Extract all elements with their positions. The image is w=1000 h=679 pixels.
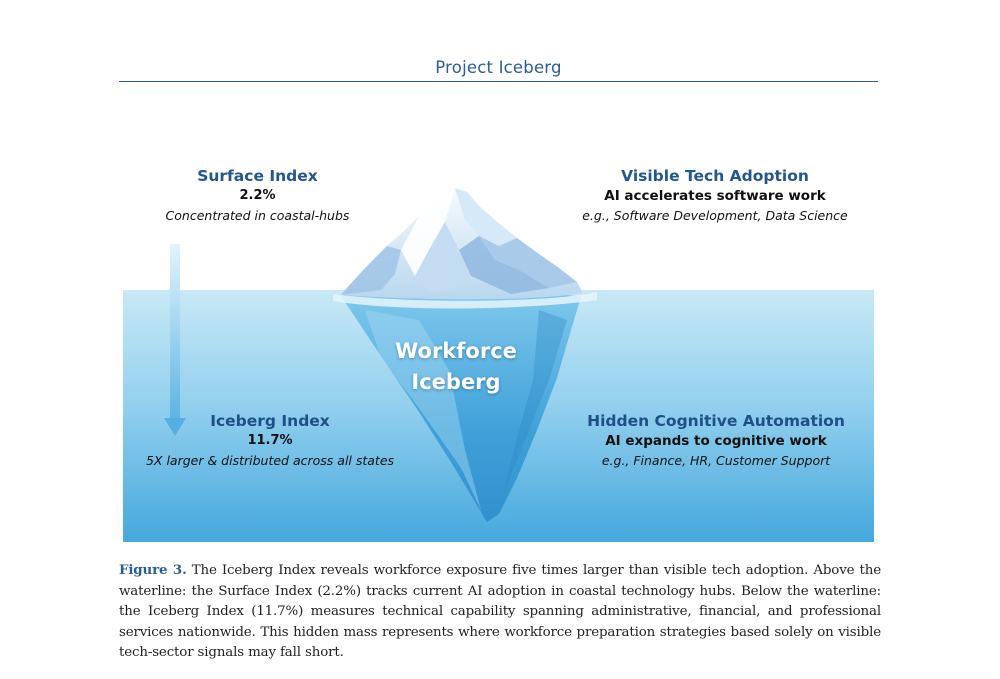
figure-caption (119, 560, 881, 664)
visible-tech-block (575, 166, 855, 226)
iceberg-label-line2: Iceberg (411, 370, 501, 394)
hidden-cognitive-block (571, 411, 861, 471)
iceberg-index-title: Iceberg Index (210, 412, 330, 430)
caption-text: The Iceberg Index reveals workforce exposure five times larger than visible tech adoption. Above the waterline: the Surface Index (2.2%) tracks current AI adoption in coastal technology hubs. Below the waterline: the Iceberg Index (11.7%) measures technical capability spanning administrative, financial, and professional services nationwide. This hidden mass represents where workforce preparation strategies based solely on visible tech-sector signals may fall short. (119, 563, 882, 661)
hidden-cognitive-headline: AI expands to cognitive work (605, 433, 827, 449)
iceberg-index-block (139, 411, 401, 471)
iceberg-tip (341, 188, 583, 299)
iceberg-index-note: 5X larger & distributed across all states (145, 453, 395, 468)
visible-tech-title: Visible Tech Adoption (621, 167, 809, 185)
iceberg-figure (119, 150, 879, 545)
iceberg-index-value: 11.7% (247, 433, 293, 448)
caption-label: Figure 3. (119, 562, 187, 578)
hidden-cognitive-title: Hidden Cognitive Automation (587, 412, 845, 430)
iceberg-label-line1: Workforce (395, 339, 517, 363)
visible-tech-examples: e.g., Software Development, Data Science (582, 208, 848, 223)
surface-index-block (149, 166, 366, 226)
iceberg-label (381, 336, 531, 398)
surface-index-value: 2.2% (239, 188, 276, 203)
hidden-cognitive-examples: e.g., Finance, HR, Customer Support (601, 453, 831, 468)
page-header-title: Project Iceberg (435, 58, 562, 77)
visible-tech-headline: AI accelerates software work (604, 188, 826, 204)
surface-index-title: Surface Index (197, 167, 318, 185)
header-rule (119, 81, 878, 82)
surface-index-note: Concentrated in coastal-hubs (165, 208, 350, 223)
